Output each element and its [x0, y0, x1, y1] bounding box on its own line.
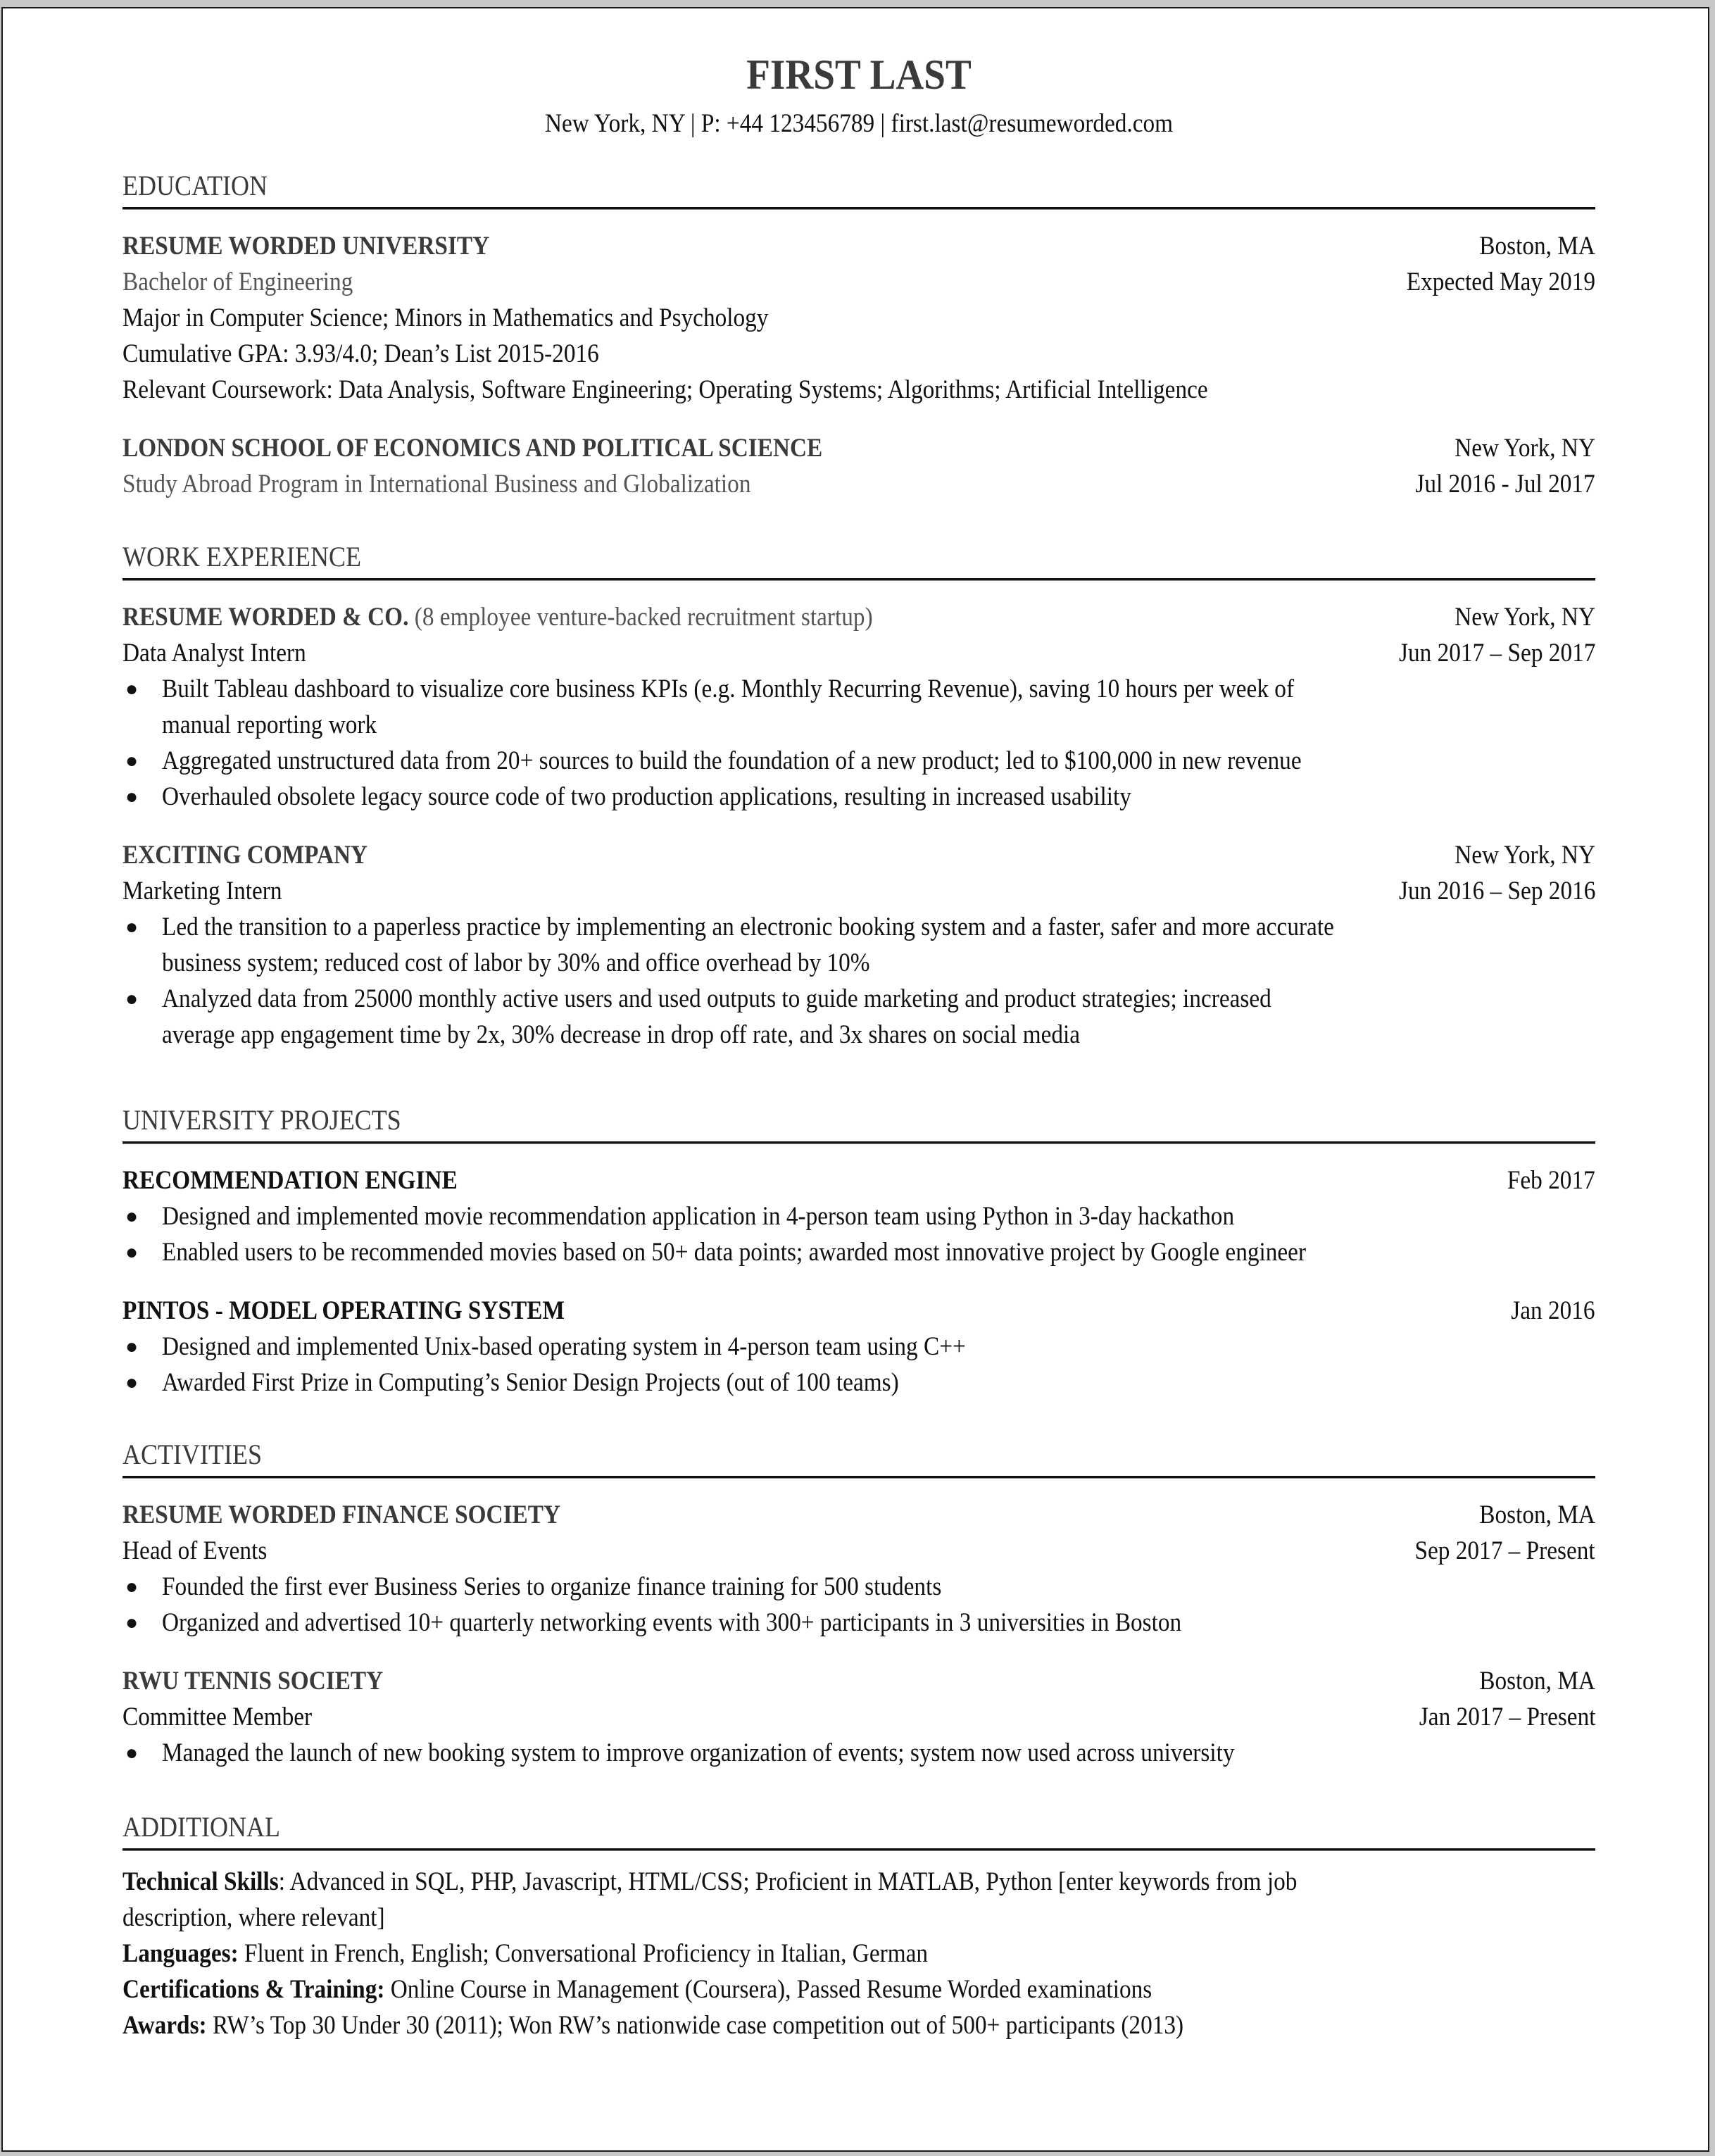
job-header: [122, 837, 1595, 873]
section-university-projects: [122, 1103, 1595, 1400]
job-role-row: [122, 873, 1595, 909]
additional-value: Fluent in French, English; Conversational Proficiency in Italian, German: [244, 1939, 929, 1968]
additional-value: description, where relevant]: [122, 1903, 385, 1932]
candidate-name: FIRST LAST: [746, 51, 972, 98]
bullet-text: Founded the first ever Business Series to organize finance training for 500 students: [162, 1572, 942, 1601]
section-work-experience: [122, 540, 1595, 1053]
section-additional: [122, 1810, 1595, 2043]
activity-date: Jan 2017 – Present: [1419, 1703, 1595, 1731]
label-separator: [207, 2011, 213, 2040]
activity-role-row: [122, 1533, 1595, 1569]
activity-role-row: [122, 1699, 1595, 1735]
additional-value: Online Course in Management (Coursera), Passed Resume Worded examinations: [390, 1975, 1152, 2004]
job-date: Jun 2017 – Sep 2017: [1398, 639, 1595, 668]
activity-date: Sep 2017 – Present: [1414, 1536, 1595, 1565]
edu-entry-header: [122, 430, 1595, 466]
additional-languages: [122, 1936, 1580, 1972]
job-company: EXCITING COMPANY: [122, 841, 368, 870]
edu-gpa: Cumulative GPA: 3.93/4.0; Dean’s List 2015-2016: [122, 339, 599, 368]
project-name: RECOMMENDATION ENGINE: [122, 1166, 458, 1195]
bullet-item: [122, 1198, 1595, 1234]
job-company-note: (8 employee venture-backed recruitment startup): [408, 603, 873, 632]
bullet-icon: ●: [125, 915, 139, 939]
job-location: New York, NY: [1455, 841, 1595, 870]
bullet-item: [122, 743, 1595, 779]
section-title: UNIVERSITY PROJECTS: [122, 1104, 401, 1136]
job-company: RESUME WORDED & CO.: [122, 603, 409, 632]
activity-header: [122, 1663, 1595, 1699]
bullet-icon: ●: [125, 677, 139, 701]
additional-label: Certifications & Training:: [122, 1975, 385, 2004]
bullet-item: [122, 909, 1595, 945]
bullet-text: Designed and implemented Unix-based operating system in 4-person team using C++: [162, 1332, 966, 1361]
edu-institution: LONDON SCHOOL OF ECONOMICS AND POLITICAL SCIENCE: [122, 434, 823, 463]
section-title: WORK EXPERIENCE: [122, 541, 361, 572]
additional-value: Advanced in SQL, PHP, Javascript, HTML/CSS; Proficient in MATLAB, Python [enter keywords from job: [289, 1867, 1298, 1896]
resume-page: [1, 7, 1709, 2152]
job-role: Data Analyst Intern: [122, 639, 306, 668]
project-header: [122, 1293, 1595, 1329]
additional-technical-skills: [122, 1864, 1580, 1900]
bullet-text: business system; reduced cost of labor by 30% and office overhead by 10%: [162, 948, 870, 977]
activity-role: Head of Events: [122, 1536, 268, 1565]
edu-degree-row: [122, 466, 1595, 502]
edu-location: Boston, MA: [1479, 232, 1595, 261]
job-location: New York, NY: [1455, 603, 1595, 632]
bullet-text: Organized and advertised 10+ quarterly networking events with 300+ participants in 3 universities in Boston: [162, 1608, 1182, 1637]
additional-label: Languages:: [122, 1939, 239, 1968]
additional-label: Awards:: [122, 2011, 207, 2040]
job-role-row: [122, 635, 1595, 671]
additional-value: RW’s Top 30 Under 30 (2011); Won RW’s nationwide case competition out of 500+ participants (2013): [212, 2011, 1184, 2040]
bullet-item: [122, 1329, 1595, 1365]
bullet-text: Awarded First Prize in Computing’s Senior Design Projects (out of 100 teams): [162, 1368, 899, 1397]
bullet-text: Analyzed data from 25000 monthly active users and used outputs to guide marketing and product strategies; increased: [162, 984, 1271, 1013]
edu-degree: Bachelor of Engineering: [122, 268, 353, 296]
bullet-text: Enabled users to be recommended movies based on 50+ data points; awarded most innovative project by Google engineer: [162, 1238, 1307, 1267]
job-header: [122, 599, 1595, 635]
project-header: [122, 1162, 1595, 1198]
bullet-item: [122, 1569, 1595, 1605]
activity-org: RWU TENNIS SOCIETY: [122, 1667, 384, 1696]
bullet-text: Managed the launch of new booking system to improve organization of events; system now used across university: [162, 1738, 1235, 1767]
edu-date: Expected May 2019: [1406, 268, 1595, 296]
bullet-text: Built Tableau dashboard to visualize core business KPIs (e.g. Monthly Recurring Revenue), saving 10 hours per week of: [162, 675, 1295, 703]
bullet-item: [122, 779, 1595, 815]
activity-location: Boston, MA: [1479, 1667, 1595, 1696]
section-activities: [122, 1438, 1595, 1771]
activity-org: RESUME WORDED FINANCE SOCIETY: [122, 1500, 561, 1529]
bullet-icon: ●: [125, 1335, 139, 1358]
edu-major: Major in Computer Science; Minors in Mathematics and Psychology: [122, 303, 769, 332]
edu-location: New York, NY: [1455, 434, 1595, 463]
project-date: Jan 2016: [1511, 1296, 1595, 1325]
activity-header: [122, 1497, 1595, 1533]
section-title: EDUCATION: [122, 170, 268, 201]
bullet-text: Designed and implemented movie recommendation application in 4-person team using Python in 3-day hackathon: [162, 1202, 1235, 1231]
edu-detail: [122, 336, 1595, 372]
project-name: PINTOS - MODEL OPERATING SYSTEM: [122, 1296, 565, 1325]
edu-detail: [122, 300, 1595, 336]
job-company-line: [122, 599, 873, 635]
edu-coursework: Relevant Coursework: Data Analysis, Software Engineering; Operating Systems; Algorithms; Artificial Intelligence: [122, 375, 1208, 404]
edu-detail: [122, 372, 1595, 408]
additional-continuation: [122, 1900, 1580, 1936]
edu-degree-row: [122, 264, 1595, 300]
bullet-icon: ●: [125, 785, 139, 808]
job-role: Marketing Intern: [122, 877, 282, 905]
bullet-continuation: [122, 945, 1595, 981]
bullet-item: [122, 1365, 1595, 1400]
edu-entry-header: [122, 228, 1595, 264]
bullet-text: average app engagement time by 2x, 30% decrease in drop off rate, and 3x shares on social media: [162, 1020, 1081, 1049]
bullet-item: [122, 1735, 1595, 1771]
project-date: Feb 2017: [1507, 1166, 1595, 1195]
bullet-text: Led the transition to a paperless practice by implementing an electronic booking system and a faster, safer and more accurate: [162, 913, 1334, 941]
bullet-icon: ●: [125, 749, 139, 772]
bullet-text: manual reporting work: [162, 710, 377, 739]
section-title: ACTIVITIES: [122, 1439, 262, 1470]
additional-certifications: [122, 1972, 1580, 2007]
bullet-item: [122, 1234, 1595, 1270]
job-date: Jun 2016 – Sep 2016: [1398, 877, 1595, 905]
section-education: [122, 169, 1595, 502]
bullet-item: [122, 671, 1595, 707]
label-separator: [384, 1975, 390, 2004]
edu-institution: RESUME WORDED UNIVERSITY: [122, 232, 490, 261]
additional-label: Technical Skills: [122, 1867, 279, 1896]
bullet-item: [122, 1605, 1595, 1641]
bullet-text: Overhauled obsolete legacy source code of two production applications, resulting in increased usability: [162, 782, 1131, 811]
bullet-continuation: [122, 707, 1595, 743]
additional-awards: [122, 2007, 1580, 2043]
bullet-icon: ●: [125, 1371, 139, 1394]
section-title: ADDITIONAL: [122, 1811, 280, 1843]
bullet-icon: ●: [125, 987, 139, 1010]
edu-program: Study Abroad Program in International Business and Globalization: [122, 470, 751, 499]
edu-date: Jul 2016 - Jul 2017: [1415, 470, 1595, 499]
contact-line: New York, NY | P: +44 123456789 | first.last@resumeworded.com: [544, 109, 1174, 138]
bullet-icon: ●: [125, 1741, 139, 1765]
label-separator: [239, 1939, 244, 1968]
bullet-item: [122, 981, 1595, 1017]
bullet-icon: ●: [125, 1205, 139, 1228]
activity-location: Boston, MA: [1479, 1500, 1595, 1529]
label-separator: :: [278, 1867, 290, 1896]
activity-role: Committee Member: [122, 1703, 313, 1731]
bullet-icon: ●: [125, 1575, 139, 1598]
bullet-icon: ●: [125, 1611, 139, 1634]
bullet-text: Aggregated unstructured data from 20+ sources to build the foundation of a new product; led to $100,000 in new revenue: [162, 746, 1302, 775]
bullet-continuation: [122, 1017, 1595, 1053]
bullet-icon: ●: [125, 1241, 139, 1264]
